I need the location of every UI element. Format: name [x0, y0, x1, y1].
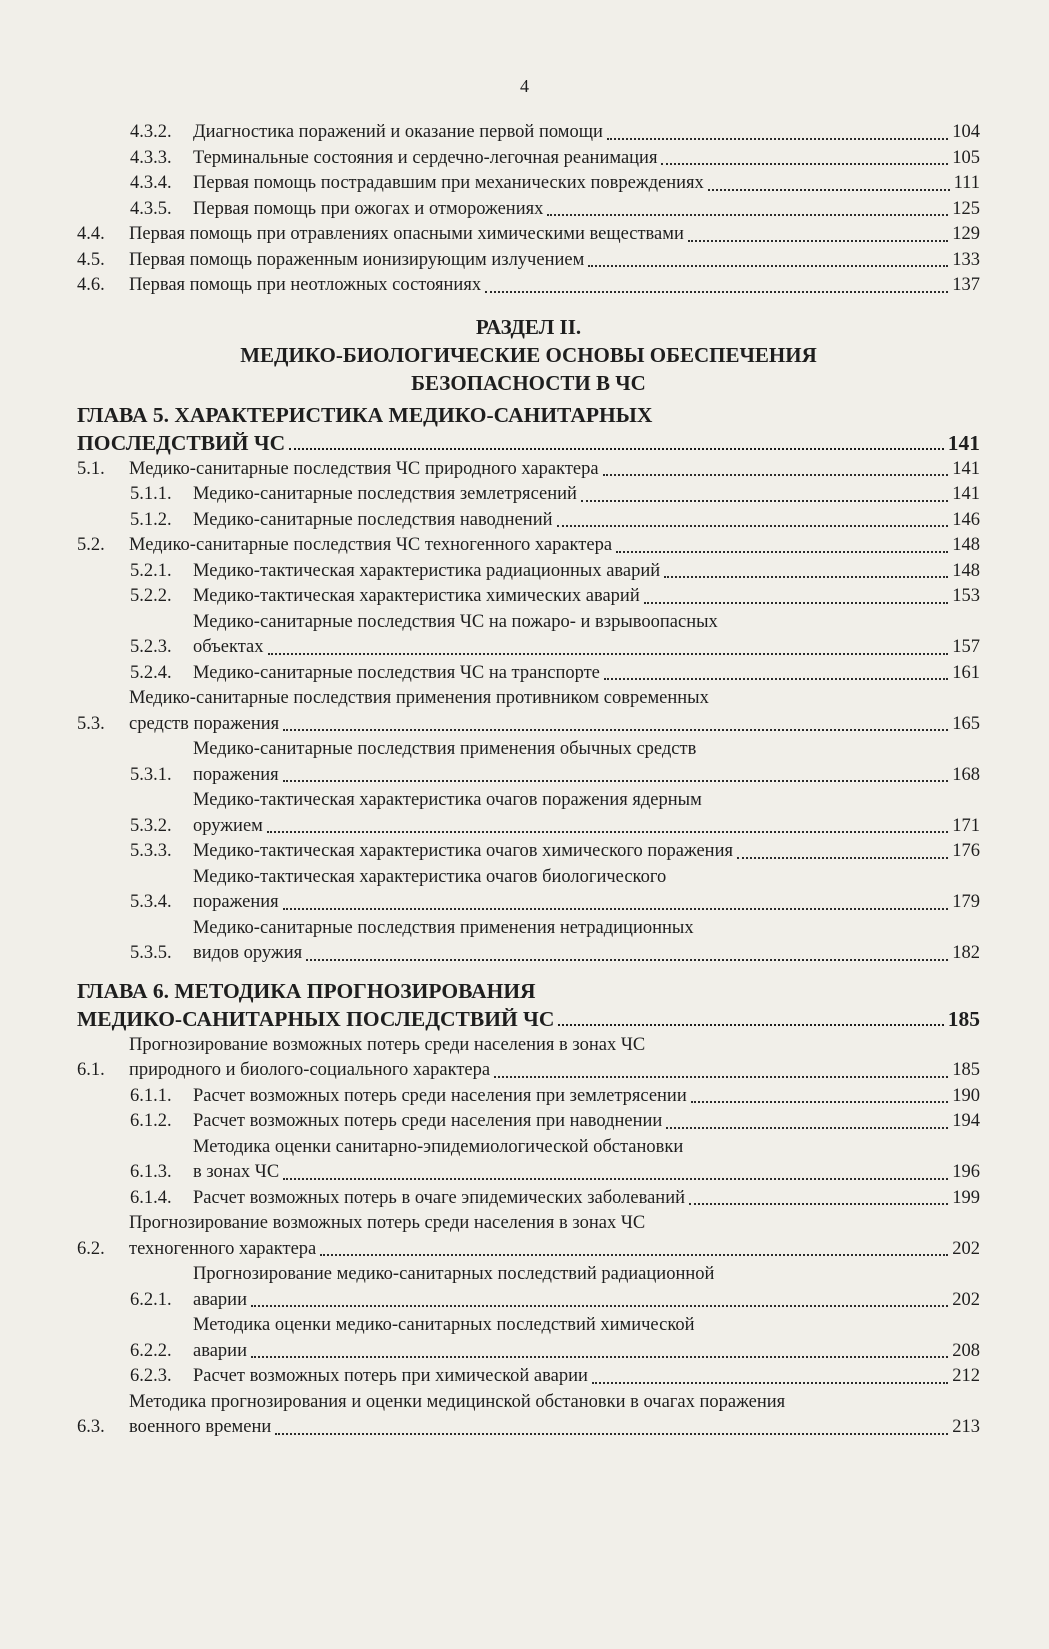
section-title-line1: РАЗДЕЛ II. — [475, 314, 582, 339]
toc-entry-page: 202 — [952, 1238, 980, 1259]
toc-entry-page: 141 — [952, 458, 980, 479]
toc-entry[interactable] — [77, 1186, 980, 1212]
toc-entry-text-cont: оружием — [193, 815, 263, 836]
toc-entry-number: 6.3. — [77, 1417, 105, 1437]
toc-entry-title — [193, 559, 952, 585]
toc-entry-title — [193, 737, 980, 788]
section-title-line2: МЕДИКО-БИОЛОГИЧЕСКИЕ ОСНОВЫ ОБЕСПЕЧЕНИЯ — [240, 342, 817, 367]
toc-entry-page: 171 — [952, 815, 980, 836]
toc-entry-text-cont: средств поражения — [129, 713, 280, 734]
toc-entry-page: 111 — [953, 173, 980, 193]
toc-entry-title — [193, 1135, 980, 1186]
toc-entry[interactable] — [77, 1364, 980, 1390]
toc-entry-title — [193, 610, 980, 661]
chapter-6-page: 185 — [947, 1006, 980, 1031]
toc-entry-text: Прогнозирование возможных потерь среди населения в зонах ЧС — [129, 1034, 646, 1055]
chapter-5-heading[interactable] — [77, 401, 980, 457]
toc-entry-title — [193, 1364, 952, 1390]
dot-leader — [664, 576, 948, 578]
toc-entry-number: 5.3.5. — [130, 943, 172, 963]
toc-entry-number: 6.2.3. — [130, 1366, 172, 1386]
toc-entry-title — [129, 1390, 980, 1441]
dot-leader — [557, 525, 949, 527]
toc-entry-page: 190 — [952, 1085, 980, 1106]
dot-leader — [494, 1076, 948, 1078]
dot-leader — [485, 291, 948, 293]
toc-entry-page: 179 — [952, 892, 980, 912]
toc-entry-page: 157 — [952, 637, 980, 657]
toc-entry-page: 137 — [952, 275, 980, 295]
toc-entry-text-cont: поражения — [193, 764, 279, 785]
toc-entry-text: Медико-санитарные последствия применения противником современных — [129, 688, 709, 708]
toc-entry-text: Медико-тактическая характеристика очагов биологического — [193, 866, 667, 887]
toc-entry-page: 146 — [952, 509, 980, 530]
toc-entry-page: 176 — [952, 841, 980, 861]
toc-entry-text: Медико-тактическая характеристика радиационных аварий — [193, 560, 661, 581]
toc-entry-text: Медико-санитарные последствия применения нетрадиционных — [193, 917, 694, 938]
toc-entry-number: 5.1.1. — [130, 484, 172, 504]
toc-entry-text: Медико-тактическая характеристика очагов поражения ядерным — [193, 790, 702, 810]
toc-entry-text-cont: поражения — [193, 892, 279, 912]
toc-entry-text: Медико-санитарные последствия землетрясений — [193, 484, 577, 504]
toc-entry-title — [193, 1186, 952, 1212]
toc-entry-number: 4.5. — [77, 249, 105, 270]
toc-entry[interactable] — [77, 916, 980, 967]
toc-entry-text: Первая помощь пострадавшим при механических повреждениях — [193, 173, 704, 193]
toc-entry-page: 208 — [952, 1340, 980, 1361]
dot-leader — [275, 1433, 948, 1435]
section-heading — [77, 313, 980, 397]
toc-entry-page: 105 — [952, 147, 980, 168]
toc-entry-number: 4.3.4. — [130, 173, 172, 193]
toc-entry[interactable] — [77, 1262, 980, 1313]
toc-entry[interactable] — [77, 482, 980, 508]
toc-entry-page: 196 — [952, 1162, 980, 1182]
dot-leader — [306, 959, 948, 961]
toc-entry-title — [193, 1084, 952, 1110]
dot-leader — [592, 1382, 948, 1384]
toc-entry[interactable] — [77, 197, 980, 223]
page-number: 4 — [520, 76, 529, 96]
dot-leader — [666, 1127, 948, 1129]
toc-entry-text: Расчет возможных потерь при химической аварии — [193, 1366, 588, 1386]
toc-entry-title — [193, 1109, 952, 1135]
toc-entry-page: 199 — [952, 1187, 980, 1208]
toc-entry-title — [193, 508, 952, 534]
dot-leader — [251, 1356, 948, 1358]
toc-entry-page: 168 — [952, 764, 980, 785]
toc-entry-title — [193, 171, 954, 197]
toc-entry-number: 4.3.5. — [130, 198, 172, 219]
toc-entry[interactable] — [77, 120, 980, 146]
chapter-6-title-line2: МЕДИКО-САНИТАРНЫХ ПОСЛЕДСТВИЙ ЧС — [77, 1006, 555, 1031]
dot-leader — [267, 831, 948, 833]
toc-entry-number: 6.1.1. — [130, 1085, 172, 1106]
dot-leader — [251, 1305, 948, 1307]
toc-entry-number: 6.1.3. — [130, 1162, 172, 1182]
toc-entry[interactable] — [77, 457, 980, 483]
toc-entry-page: 185 — [952, 1060, 980, 1080]
dot-leader — [603, 474, 949, 476]
toc-entry-text: Медико-санитарные последствия ЧС природного характера — [129, 458, 599, 479]
toc-entry-text-cont: техногенного характера — [129, 1238, 317, 1259]
toc-entry-title — [129, 222, 952, 248]
chapter-5-page: 141 — [947, 430, 980, 455]
toc-entry[interactable] — [77, 610, 980, 661]
toc-entry-page: 165 — [952, 713, 980, 734]
toc-entry-number: 5.2.2. — [130, 586, 172, 606]
toc-entry-title — [129, 686, 980, 737]
toc-entry-text: Первая помощь при ожогах и отморожениях — [193, 198, 544, 219]
toc-entry[interactable] — [77, 1211, 980, 1262]
toc-entry[interactable] — [77, 839, 980, 865]
toc-entry-title — [193, 584, 952, 610]
toc-entry-text: Первая помощь пораженным ионизирующим излучением — [129, 249, 585, 270]
toc-entry-title — [129, 1033, 980, 1084]
toc-entry-text-cont: военного времени — [129, 1417, 272, 1437]
toc-entry-number: 6.2.2. — [130, 1340, 172, 1361]
toc-entry-title — [193, 865, 980, 916]
toc-entry-number: 5.2.1. — [130, 560, 172, 581]
toc-entry-title — [193, 197, 952, 223]
toc-entry-text: Первая помощь при неотложных состояниях — [129, 275, 482, 295]
dot-leader — [689, 1203, 948, 1205]
toc-entry-title — [193, 1262, 980, 1313]
dot-leader — [588, 265, 948, 267]
toc-entry-text-cont: аварии — [193, 1289, 247, 1310]
dot-leader — [616, 551, 948, 553]
chapter-5-title-line1: ГЛАВА 5. ХАРАКТЕРИСТИКА МЕДИКО-САНИТАРНЫХ — [77, 402, 653, 427]
table-of-contents — [77, 120, 980, 1441]
chapter-6-title-line1: ГЛАВА 6. МЕТОДИКА ПРОГНОЗИРОВАНИЯ — [77, 978, 536, 1003]
toc-entry-title — [193, 661, 952, 687]
toc-entry[interactable] — [77, 737, 980, 788]
toc-entry-page: 161 — [952, 662, 980, 683]
dot-leader — [661, 163, 948, 165]
toc-entry-text-cont: в зонах ЧС — [193, 1162, 280, 1182]
toc-entry-page: 148 — [952, 560, 980, 581]
toc-entry-text: Прогнозирование возможных потерь среди населения в зонах ЧС — [129, 1213, 646, 1233]
toc-entry-title — [193, 1313, 980, 1364]
toc-entry[interactable] — [77, 1033, 980, 1084]
dot-leader — [708, 189, 950, 191]
toc-entry-title — [193, 916, 980, 967]
toc-entry-text: Медико-санитарные последствия ЧС на пожаро- и взрывоопасных — [193, 611, 718, 632]
toc-entry-page: 129 — [952, 224, 980, 244]
toc-entry-number: 5.1.2. — [130, 509, 172, 530]
dot-leader — [283, 780, 949, 782]
chapter-5-title-line2: ПОСЛЕДСТВИЙ ЧС — [77, 430, 286, 455]
toc-entry-text: Медико-санитарные последствия ЧС на транспорте — [193, 662, 600, 683]
toc-entry-page: 213 — [952, 1417, 980, 1437]
toc-entry[interactable] — [77, 661, 980, 687]
dot-leader — [644, 602, 949, 604]
toc-entry-number: 5.2. — [77, 535, 105, 555]
toc-entry-number: 4.6. — [77, 275, 105, 295]
toc-entry[interactable] — [77, 508, 980, 534]
toc-entry[interactable] — [77, 1084, 980, 1110]
toc-entry-number: 5.3.1. — [130, 764, 172, 785]
toc-entry-number: 6.1. — [77, 1060, 105, 1080]
toc-entry[interactable] — [77, 273, 980, 299]
toc-entry[interactable] — [77, 559, 980, 585]
toc-entry-title — [129, 533, 952, 559]
dot-leader — [581, 500, 948, 502]
toc-entry-number: 4.3.3. — [130, 147, 172, 168]
dot-leader — [558, 1024, 943, 1026]
toc-entry-number: 5.2.3. — [130, 637, 172, 657]
toc-entry[interactable] — [77, 1390, 980, 1441]
toc-entry-page: 141 — [952, 484, 980, 504]
toc-entry-number: 6.1.2. — [130, 1111, 172, 1131]
toc-entry-title — [193, 788, 980, 839]
toc-entry-title — [193, 839, 952, 865]
dot-leader — [547, 214, 948, 216]
toc-entry-text: Расчет возможных потерь среди населения при землетрясении — [193, 1085, 687, 1106]
dot-leader — [688, 240, 948, 242]
toc-entry-text-cont: видов оружия — [193, 943, 303, 963]
toc-entry-title — [129, 457, 952, 483]
dot-leader — [283, 1178, 948, 1180]
toc-entry-number: 5.3.4. — [130, 892, 172, 912]
toc-entry-title — [193, 482, 952, 508]
toc-entry-number: 5.3.2. — [130, 815, 172, 836]
toc-entry-text: Диагностика поражений и оказание первой помощи — [193, 122, 603, 142]
toc-entry-text: Методика оценки медико-санитарных последствий химической — [193, 1315, 695, 1335]
toc-entry[interactable] — [77, 248, 980, 274]
dot-leader — [289, 448, 944, 450]
toc-top-list — [77, 120, 980, 299]
dot-leader — [320, 1254, 948, 1256]
toc-entry-number: 5.2.4. — [130, 662, 172, 683]
toc-entry-number: 5.3.3. — [130, 841, 172, 861]
toc-entry-text: Терминальные состояния и сердечно-легочная реанимация — [193, 147, 658, 168]
toc-entry[interactable] — [77, 686, 980, 737]
toc-entry[interactable] — [77, 146, 980, 172]
toc-entry-number: 4.4. — [77, 224, 105, 244]
toc-entry-text: Медико-санитарные последствия ЧС техногенного характера — [129, 535, 613, 555]
dot-leader — [737, 857, 948, 859]
dot-leader — [283, 908, 949, 910]
toc-entry-text: Методика оценки санитарно-эпидемиологической обстановки — [193, 1136, 684, 1157]
toc-entry[interactable] — [77, 1109, 980, 1135]
section-title-line3: БЕЗОПАСНОСТИ В ЧС — [411, 370, 646, 395]
toc-entry-title — [129, 273, 952, 299]
dot-leader — [607, 138, 948, 140]
toc-entry-page: 133 — [952, 249, 980, 270]
toc-entry-page: 148 — [952, 535, 980, 555]
toc-entry-page: 104 — [952, 122, 980, 142]
toc-entry[interactable] — [77, 788, 980, 839]
toc-entry[interactable] — [77, 222, 980, 248]
toc-entry[interactable] — [77, 584, 980, 610]
toc-entry[interactable] — [77, 171, 980, 197]
toc-entry-text: Медико-тактическая характеристика очагов химического поражения — [193, 841, 733, 861]
dot-leader — [283, 729, 948, 731]
toc-entry-page: 202 — [952, 1289, 980, 1310]
chapter-5-entries — [77, 457, 980, 967]
toc-entry-text-cont: природного и биолого-социального характера — [129, 1060, 491, 1080]
toc-entry-text: Расчет возможных потерь в очаге эпидемических заболеваний — [193, 1187, 686, 1208]
toc-entry-title — [193, 146, 952, 172]
toc-entry-title — [193, 120, 952, 146]
toc-entry-text: Прогнозирование медико-санитарных последствий радиационной — [193, 1264, 715, 1284]
toc-entry-number: 6.2. — [77, 1238, 105, 1259]
dot-leader — [268, 653, 949, 655]
toc-entry-text: Медико-тактическая характеристика химических аварий — [193, 586, 640, 606]
toc-entry-text: Методика прогнозирования и оценки медицинской обстановки в очагах поражения — [129, 1391, 786, 1412]
toc-entry-title — [129, 1211, 980, 1262]
toc-entry-number: 6.1.4. — [130, 1187, 172, 1208]
toc-entry-page: 153 — [952, 586, 980, 606]
toc-entry-text: Расчет возможных потерь среди населения при наводнении — [193, 1111, 663, 1131]
toc-entry-number: 5.1. — [77, 458, 105, 479]
toc-entry-page: 125 — [952, 198, 980, 219]
toc-entry-text: Медико-санитарные последствия применения обычных средств — [193, 739, 697, 759]
chapter-6-entries — [77, 1033, 980, 1441]
toc-entry-text: Первая помощь при отравлениях опасными химическими веществами — [129, 224, 684, 244]
toc-entry[interactable] — [77, 533, 980, 559]
dot-leader — [691, 1101, 949, 1103]
toc-entry-page: 194 — [952, 1111, 980, 1131]
toc-entry[interactable] — [77, 1135, 980, 1186]
toc-entry-number: 6.2.1. — [130, 1289, 172, 1310]
toc-entry-page: 182 — [952, 943, 980, 963]
toc-entry-number: 4.3.2. — [130, 122, 172, 142]
toc-entry-text: Медико-санитарные последствия наводнений — [193, 509, 553, 530]
dot-leader — [604, 678, 948, 680]
chapter-6-heading[interactable] — [77, 977, 980, 1033]
toc-entry-page: 212 — [952, 1366, 980, 1386]
toc-entry-number: 5.3. — [77, 713, 105, 734]
toc-entry-title — [129, 248, 952, 274]
toc-entry[interactable] — [77, 1313, 980, 1364]
toc-entry-text-cont: аварии — [193, 1340, 247, 1361]
toc-entry[interactable] — [77, 865, 980, 916]
toc-entry-text-cont: объектах — [193, 637, 264, 657]
